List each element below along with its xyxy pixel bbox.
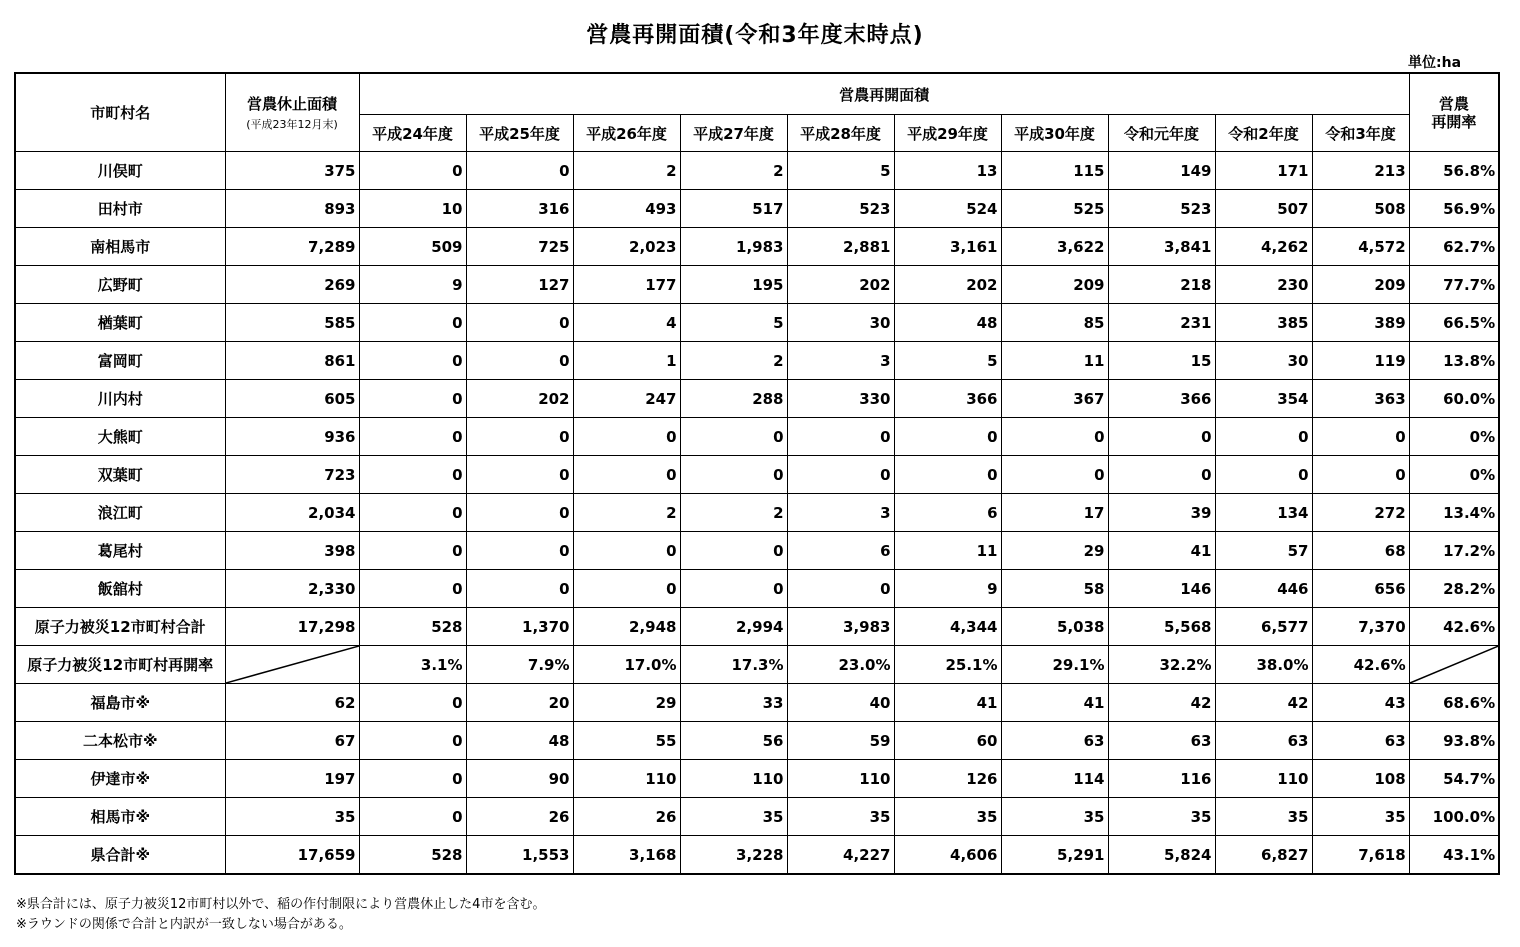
row-municipality: 二本松市※ bbox=[15, 722, 225, 760]
header-year: 平成30年度 bbox=[1001, 115, 1108, 152]
row-value: 0 bbox=[1215, 456, 1312, 494]
table-row bbox=[15, 836, 1499, 875]
row-value: 42.6% bbox=[1312, 646, 1409, 684]
row-value: 5,291 bbox=[1001, 836, 1108, 875]
row-value: 1 bbox=[573, 342, 680, 380]
row-rate: 56.9% bbox=[1409, 190, 1499, 228]
row-value: 110 bbox=[787, 760, 894, 798]
row-value: 2 bbox=[680, 494, 787, 532]
table-row bbox=[15, 152, 1499, 190]
row-value: 35 bbox=[680, 798, 787, 836]
row-value: 316 bbox=[466, 190, 573, 228]
row-value: 202 bbox=[466, 380, 573, 418]
header-year: 令和元年度 bbox=[1108, 115, 1215, 152]
row-value: 446 bbox=[1215, 570, 1312, 608]
row-value: 517 bbox=[680, 190, 787, 228]
row-value: 32.2% bbox=[1108, 646, 1215, 684]
table-row bbox=[15, 266, 1499, 304]
row-value: 0 bbox=[680, 456, 787, 494]
table-body bbox=[15, 152, 1499, 875]
row-value: 0 bbox=[359, 494, 466, 532]
row-rate: 13.8% bbox=[1409, 342, 1499, 380]
row-value: 60 bbox=[894, 722, 1001, 760]
row-value: 3 bbox=[787, 494, 894, 532]
header-year: 令和3年度 bbox=[1312, 115, 1409, 152]
row-value: 5 bbox=[894, 342, 1001, 380]
row-suspended: 35 bbox=[225, 798, 359, 836]
table-row bbox=[15, 380, 1499, 418]
row-value: 2 bbox=[573, 152, 680, 190]
row-value: 114 bbox=[1001, 760, 1108, 798]
row-value: 0 bbox=[1108, 418, 1215, 456]
row-municipality: 楢葉町 bbox=[15, 304, 225, 342]
row-value: 0 bbox=[680, 418, 787, 456]
row-value: 29.1% bbox=[1001, 646, 1108, 684]
row-value: 17.3% bbox=[680, 646, 787, 684]
row-value: 9 bbox=[894, 570, 1001, 608]
table-row bbox=[15, 304, 1499, 342]
row-value: 2,948 bbox=[573, 608, 680, 646]
row-value: 7,618 bbox=[1312, 836, 1409, 875]
row-value: 247 bbox=[573, 380, 680, 418]
row-value: 4,572 bbox=[1312, 228, 1409, 266]
row-value: 0 bbox=[466, 570, 573, 608]
row-value: 0 bbox=[466, 494, 573, 532]
header-year: 平成26年度 bbox=[573, 115, 680, 152]
row-suspended: 861 bbox=[225, 342, 359, 380]
row-suspended: 197 bbox=[225, 760, 359, 798]
row-value: 6,577 bbox=[1215, 608, 1312, 646]
header-rate-line2: 再開率 bbox=[1431, 112, 1477, 131]
header-suspended-area bbox=[225, 73, 359, 152]
row-value: 3,228 bbox=[680, 836, 787, 875]
row-municipality: 原子力被災12市町村再開率 bbox=[15, 646, 225, 684]
row-value: 3,841 bbox=[1108, 228, 1215, 266]
row-value: 523 bbox=[787, 190, 894, 228]
row-suspended: 7,289 bbox=[225, 228, 359, 266]
row-value: 2 bbox=[680, 152, 787, 190]
row-value: 0 bbox=[359, 152, 466, 190]
row-value: 63 bbox=[1001, 722, 1108, 760]
row-suspended: 2,330 bbox=[225, 570, 359, 608]
row-municipality: 川俣町 bbox=[15, 152, 225, 190]
row-value: 202 bbox=[894, 266, 1001, 304]
row-value: 525 bbox=[1001, 190, 1108, 228]
row-value: 0 bbox=[466, 418, 573, 456]
row-rate: 66.5% bbox=[1409, 304, 1499, 342]
row-value: 115 bbox=[1001, 152, 1108, 190]
table-row bbox=[15, 608, 1499, 646]
row-municipality: 川内村 bbox=[15, 380, 225, 418]
row-value: 63 bbox=[1312, 722, 1409, 760]
header-municipality: 市町村名 bbox=[15, 73, 225, 152]
row-value: 209 bbox=[1001, 266, 1108, 304]
row-value: 6,827 bbox=[1215, 836, 1312, 875]
row-value: 0 bbox=[1312, 418, 1409, 456]
row-value: 85 bbox=[1001, 304, 1108, 342]
table-row bbox=[15, 456, 1499, 494]
row-value: 202 bbox=[787, 266, 894, 304]
row-value: 272 bbox=[1312, 494, 1409, 532]
row-value: 389 bbox=[1312, 304, 1409, 342]
resumption-table bbox=[14, 72, 1500, 875]
row-suspended: 936 bbox=[225, 418, 359, 456]
row-value: 58 bbox=[1001, 570, 1108, 608]
row-value: 68 bbox=[1312, 532, 1409, 570]
row-value: 385 bbox=[1215, 304, 1312, 342]
row-value: 35 bbox=[787, 798, 894, 836]
row-value: 146 bbox=[1108, 570, 1215, 608]
table-row bbox=[15, 684, 1499, 722]
row-value: 23.0% bbox=[787, 646, 894, 684]
row-value: 3,161 bbox=[894, 228, 1001, 266]
row-value: 0 bbox=[466, 152, 573, 190]
row-value: 7,370 bbox=[1312, 608, 1409, 646]
row-rate: 56.8% bbox=[1409, 152, 1499, 190]
row-value: 5 bbox=[787, 152, 894, 190]
row-suspended: 17,298 bbox=[225, 608, 359, 646]
row-value: 0 bbox=[466, 532, 573, 570]
row-value: 110 bbox=[573, 760, 680, 798]
row-value: 0 bbox=[359, 722, 466, 760]
row-value: 0 bbox=[1312, 456, 1409, 494]
row-value: 523 bbox=[1108, 190, 1215, 228]
row-value: 17.0% bbox=[573, 646, 680, 684]
row-value: 2 bbox=[573, 494, 680, 532]
row-value: 90 bbox=[466, 760, 573, 798]
row-municipality: 原子力被災12市町村合計 bbox=[15, 608, 225, 646]
table-row bbox=[15, 798, 1499, 836]
row-suspended: 375 bbox=[225, 152, 359, 190]
row-value: 507 bbox=[1215, 190, 1312, 228]
row-value: 63 bbox=[1215, 722, 1312, 760]
row-value: 0 bbox=[680, 532, 787, 570]
row-value: 0 bbox=[466, 456, 573, 494]
row-value: 0 bbox=[359, 532, 466, 570]
row-value: 5,568 bbox=[1108, 608, 1215, 646]
row-rate: 77.7% bbox=[1409, 266, 1499, 304]
row-value: 330 bbox=[787, 380, 894, 418]
row-value: 2,994 bbox=[680, 608, 787, 646]
row-value: 0 bbox=[359, 760, 466, 798]
row-value: 366 bbox=[894, 380, 1001, 418]
row-value: 195 bbox=[680, 266, 787, 304]
header-rate-line1: 営農 bbox=[1438, 94, 1469, 113]
row-value: 218 bbox=[1108, 266, 1215, 304]
row-value: 0 bbox=[359, 570, 466, 608]
row-value: 3,168 bbox=[573, 836, 680, 875]
row-value: 0 bbox=[573, 456, 680, 494]
row-rate: 100.0% bbox=[1409, 798, 1499, 836]
table-row bbox=[15, 494, 1499, 532]
row-value: 119 bbox=[1312, 342, 1409, 380]
row-rate: 42.6% bbox=[1409, 608, 1499, 646]
row-suspended: 2,034 bbox=[225, 494, 359, 532]
row-value: 55 bbox=[573, 722, 680, 760]
row-value: 2,881 bbox=[787, 228, 894, 266]
row-suspended: 585 bbox=[225, 304, 359, 342]
row-value: 0 bbox=[359, 342, 466, 380]
row-value: 110 bbox=[1215, 760, 1312, 798]
row-municipality: 福島市※ bbox=[15, 684, 225, 722]
row-value: 6 bbox=[894, 494, 1001, 532]
row-value: 528 bbox=[359, 608, 466, 646]
row-value: 127 bbox=[466, 266, 573, 304]
row-value: 30 bbox=[1215, 342, 1312, 380]
row-value: 35 bbox=[894, 798, 1001, 836]
row-value: 39 bbox=[1108, 494, 1215, 532]
header-rate bbox=[1409, 73, 1499, 152]
table-row bbox=[15, 532, 1499, 570]
unit-label: 単位:ha bbox=[1408, 55, 1462, 71]
row-value: 0 bbox=[359, 798, 466, 836]
header-year: 令和2年度 bbox=[1215, 115, 1312, 152]
row-value: 0 bbox=[894, 418, 1001, 456]
row-value: 528 bbox=[359, 836, 466, 875]
row-value: 0 bbox=[359, 684, 466, 722]
table-row bbox=[15, 228, 1499, 266]
row-value: 56 bbox=[680, 722, 787, 760]
row-value: 26 bbox=[573, 798, 680, 836]
row-value: 0 bbox=[1215, 418, 1312, 456]
row-value: 35 bbox=[1312, 798, 1409, 836]
row-rate: 28.2% bbox=[1409, 570, 1499, 608]
row-value: 0 bbox=[787, 418, 894, 456]
header-year: 平成29年度 bbox=[894, 115, 1001, 152]
table-row bbox=[15, 342, 1499, 380]
row-value: 0 bbox=[1001, 456, 1108, 494]
footnote-2: ※ラウンドの関係で合計と内訳が一致しない場合がある。 bbox=[16, 917, 352, 932]
table-row bbox=[15, 760, 1499, 798]
row-municipality: 双葉町 bbox=[15, 456, 225, 494]
row-value: 363 bbox=[1312, 380, 1409, 418]
row-value: 0 bbox=[359, 456, 466, 494]
row-value: 3,622 bbox=[1001, 228, 1108, 266]
row-value: 7.9% bbox=[466, 646, 573, 684]
row-municipality: 飯舘村 bbox=[15, 570, 225, 608]
row-value: 5 bbox=[680, 304, 787, 342]
row-value: 213 bbox=[1312, 152, 1409, 190]
row-value: 26 bbox=[466, 798, 573, 836]
row-value: 1,983 bbox=[680, 228, 787, 266]
row-municipality: 相馬市※ bbox=[15, 798, 225, 836]
row-value: 35 bbox=[1001, 798, 1108, 836]
row-value: 725 bbox=[466, 228, 573, 266]
row-value: 2,023 bbox=[573, 228, 680, 266]
row-value: 354 bbox=[1215, 380, 1312, 418]
row-value: 38.0% bbox=[1215, 646, 1312, 684]
row-value: 1,553 bbox=[466, 836, 573, 875]
row-value: 2 bbox=[680, 342, 787, 380]
row-municipality: 広野町 bbox=[15, 266, 225, 304]
row-rate: 0% bbox=[1409, 456, 1499, 494]
row-value: 11 bbox=[1001, 342, 1108, 380]
row-value: 0 bbox=[573, 532, 680, 570]
row-municipality: 富岡町 bbox=[15, 342, 225, 380]
row-value: 0 bbox=[894, 456, 1001, 494]
table-row bbox=[15, 418, 1499, 456]
row-value: 41 bbox=[894, 684, 1001, 722]
row-value: 134 bbox=[1215, 494, 1312, 532]
row-value: 5,824 bbox=[1108, 836, 1215, 875]
row-value: 57 bbox=[1215, 532, 1312, 570]
row-rate: 54.7% bbox=[1409, 760, 1499, 798]
row-value: 509 bbox=[359, 228, 466, 266]
header-year: 平成28年度 bbox=[787, 115, 894, 152]
row-value: 524 bbox=[894, 190, 1001, 228]
row-value: 493 bbox=[573, 190, 680, 228]
row-value: 13 bbox=[894, 152, 1001, 190]
row-value: 0 bbox=[680, 570, 787, 608]
row-value: 15 bbox=[1108, 342, 1215, 380]
row-value: 0 bbox=[1108, 456, 1215, 494]
table-row bbox=[15, 190, 1499, 228]
row-value: 4,606 bbox=[894, 836, 1001, 875]
row-value: 0 bbox=[466, 304, 573, 342]
row-value: 0 bbox=[359, 380, 466, 418]
row-value: 3 bbox=[787, 342, 894, 380]
row-value: 0 bbox=[573, 570, 680, 608]
row-value: 177 bbox=[573, 266, 680, 304]
footnotes bbox=[16, 895, 545, 935]
row-value: 0 bbox=[359, 304, 466, 342]
row-value: 288 bbox=[680, 380, 787, 418]
row-value: 126 bbox=[894, 760, 1001, 798]
row-value: 230 bbox=[1215, 266, 1312, 304]
row-value: 25.1% bbox=[894, 646, 1001, 684]
row-rate: 0% bbox=[1409, 418, 1499, 456]
row-value: 171 bbox=[1215, 152, 1312, 190]
header-year: 平成25年度 bbox=[466, 115, 573, 152]
row-value: 20 bbox=[466, 684, 573, 722]
row-value: 41 bbox=[1108, 532, 1215, 570]
row-value: 4,262 bbox=[1215, 228, 1312, 266]
row-value: 209 bbox=[1312, 266, 1409, 304]
row-municipality: 田村市 bbox=[15, 190, 225, 228]
row-value: 29 bbox=[1001, 532, 1108, 570]
row-municipality: 県合計※ bbox=[15, 836, 225, 875]
row-value: 6 bbox=[787, 532, 894, 570]
row-value: 10 bbox=[359, 190, 466, 228]
page-title: 営農再開面積(令和3年度末時点) bbox=[586, 23, 924, 48]
header-year: 平成24年度 bbox=[359, 115, 466, 152]
row-value: 0 bbox=[1001, 418, 1108, 456]
row-suspended: 893 bbox=[225, 190, 359, 228]
row-rate: 43.1% bbox=[1409, 836, 1499, 875]
row-value: 0 bbox=[359, 418, 466, 456]
row-value: 0 bbox=[787, 570, 894, 608]
row-municipality: 伊達市※ bbox=[15, 760, 225, 798]
row-value: 41 bbox=[1001, 684, 1108, 722]
table-row bbox=[15, 570, 1499, 608]
row-value: 1,370 bbox=[466, 608, 573, 646]
row-value: 30 bbox=[787, 304, 894, 342]
row-rate: 17.2% bbox=[1409, 532, 1499, 570]
row-value: 43 bbox=[1312, 684, 1409, 722]
row-value: 48 bbox=[466, 722, 573, 760]
empty-diagonal-cell bbox=[225, 646, 359, 684]
row-value: 40 bbox=[787, 684, 894, 722]
row-value: 110 bbox=[680, 760, 787, 798]
row-value: 17 bbox=[1001, 494, 1108, 532]
row-suspended: 17,659 bbox=[225, 836, 359, 875]
row-value: 42 bbox=[1215, 684, 1312, 722]
row-suspended: 62 bbox=[225, 684, 359, 722]
row-rate: 62.7% bbox=[1409, 228, 1499, 266]
row-value: 3.1% bbox=[359, 646, 466, 684]
row-municipality: 浪江町 bbox=[15, 494, 225, 532]
row-value: 3,983 bbox=[787, 608, 894, 646]
header-suspended-sub: (平成23年12月末) bbox=[246, 118, 338, 131]
row-value: 0 bbox=[466, 342, 573, 380]
row-value: 231 bbox=[1108, 304, 1215, 342]
row-value: 29 bbox=[573, 684, 680, 722]
header-year: 平成27年度 bbox=[680, 115, 787, 152]
row-suspended: 269 bbox=[225, 266, 359, 304]
row-value: 116 bbox=[1108, 760, 1215, 798]
row-value: 366 bbox=[1108, 380, 1215, 418]
empty-diagonal-cell bbox=[1409, 646, 1499, 684]
row-value: 11 bbox=[894, 532, 1001, 570]
row-suspended: 605 bbox=[225, 380, 359, 418]
row-value: 63 bbox=[1108, 722, 1215, 760]
table-row bbox=[15, 722, 1499, 760]
row-suspended: 723 bbox=[225, 456, 359, 494]
row-value: 108 bbox=[1312, 760, 1409, 798]
row-value: 149 bbox=[1108, 152, 1215, 190]
row-value: 35 bbox=[1215, 798, 1312, 836]
row-municipality: 大熊町 bbox=[15, 418, 225, 456]
row-rate: 93.8% bbox=[1409, 722, 1499, 760]
row-rate: 60.0% bbox=[1409, 380, 1499, 418]
footnote-1: ※県合計には、原子力被災12市町村以外で、稲の作付制限により営農休止した4市を含む。 bbox=[16, 897, 546, 912]
row-value: 59 bbox=[787, 722, 894, 760]
row-rate: 68.6% bbox=[1409, 684, 1499, 722]
row-value: 0 bbox=[573, 418, 680, 456]
table-row bbox=[15, 646, 1499, 684]
row-value: 42 bbox=[1108, 684, 1215, 722]
row-value: 508 bbox=[1312, 190, 1409, 228]
row-municipality: 南相馬市 bbox=[15, 228, 225, 266]
row-municipality: 葛尾村 bbox=[15, 532, 225, 570]
row-rate: 13.4% bbox=[1409, 494, 1499, 532]
row-value: 4,227 bbox=[787, 836, 894, 875]
row-value: 4,344 bbox=[894, 608, 1001, 646]
row-suspended: 67 bbox=[225, 722, 359, 760]
row-value: 0 bbox=[787, 456, 894, 494]
header-resumed-area: 営農再開面積 bbox=[359, 73, 1409, 115]
row-value: 4 bbox=[573, 304, 680, 342]
row-value: 48 bbox=[894, 304, 1001, 342]
row-value: 656 bbox=[1312, 570, 1409, 608]
header-suspended-label: 営農休止面積 bbox=[246, 95, 337, 113]
row-value: 33 bbox=[680, 684, 787, 722]
row-value: 367 bbox=[1001, 380, 1108, 418]
row-suspended: 398 bbox=[225, 532, 359, 570]
row-value: 35 bbox=[1108, 798, 1215, 836]
row-value: 5,038 bbox=[1001, 608, 1108, 646]
row-value: 9 bbox=[359, 266, 466, 304]
